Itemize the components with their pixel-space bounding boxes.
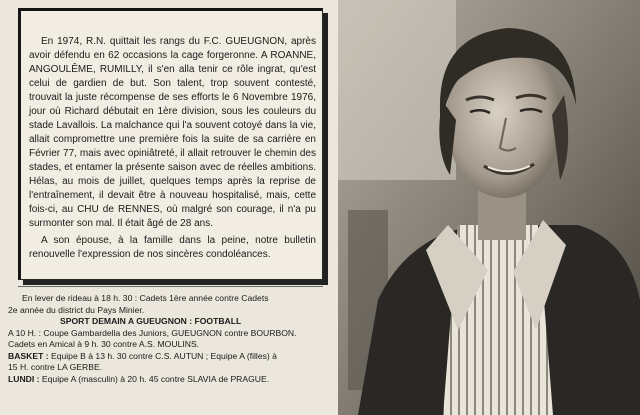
curtain-raiser-line: En lever de rideau à 18 h. 30 : Cadets 1ère année contre Cadets bbox=[22, 293, 269, 303]
window-light bbox=[338, 0, 456, 180]
basket-line bbox=[8, 351, 338, 363]
tribute-text bbox=[29, 35, 316, 262]
football-line: Cadets en Amical à 9 h. 30 contre A.S. MOULINS. bbox=[8, 339, 200, 349]
notice-heading: SPORT DEMAIN A GUEUGNON : FOOTBALL bbox=[60, 316, 242, 326]
tribute-paragraph: En 1974, R.N. quittait les rangs du F.C. GUEUGNON, après avoir défendu en 62 occasions la cage forgeronne. A ROANNE, ANGOULÊME, RUMILLY, il s'en alla tenir ce rôle ingrat, qu'est celui de gardien de but. Son talent, trop souvent contesté, trouvait la juste récompense de ses efforts le 6 Novembre 1976, jour où Richard débutait en 1ère division, sous les couleurs du stade Lavallois. La malchance qui l'a souvent cotoyé dans la vie, allait compromettre une première fois la suite de sa carrière en Février 77, mais avec opiniâtreté, il allait retrouver le chemin des stades, et entamer la présente saison avec de réelles ambitions. Hélas, au mois de juillet, quelques temps après la reprise de l'entraînement, il devait être à nouveau hospitalisé, mais, cette fois-ci, au CHU de RENNES, où malgré son courage, il n'a pu surmonter son mal. Il était âgé de 28 ans. bbox=[29, 36, 316, 229]
basket-label: BASKET : bbox=[8, 350, 49, 361]
section-divider bbox=[18, 286, 323, 287]
lundi-line bbox=[8, 374, 338, 386]
tribute-box bbox=[18, 8, 323, 280]
player-portrait-photo bbox=[338, 0, 640, 415]
lundi-label: LUNDI : bbox=[8, 373, 40, 384]
football-line: A 10 H. : Coupe Gambardella des Juniors, GUEUGNON contre BOURBON. bbox=[8, 327, 297, 338]
basket-text: Equipe B à 13 h. 30 contre C.S. AUTUN ; Equipe A (filles) à bbox=[48, 350, 277, 361]
curtain-raiser-line: 2e année du district du Pays Minier. bbox=[8, 304, 145, 315]
basket-line: 15 H. contre LA GERBE. bbox=[8, 362, 103, 372]
weekend-sports-notice bbox=[8, 293, 338, 385]
lundi-text: Equipe A (masculin) à 20 h. 45 contre SLAVIA de PRAGUE. bbox=[39, 373, 270, 384]
portrait-illustration bbox=[338, 0, 640, 415]
condolences-paragraph: A son épouse, à la famille dans la peine, notre bulletin renouvelle l'expression de nos sincères condoléances. bbox=[29, 235, 316, 260]
